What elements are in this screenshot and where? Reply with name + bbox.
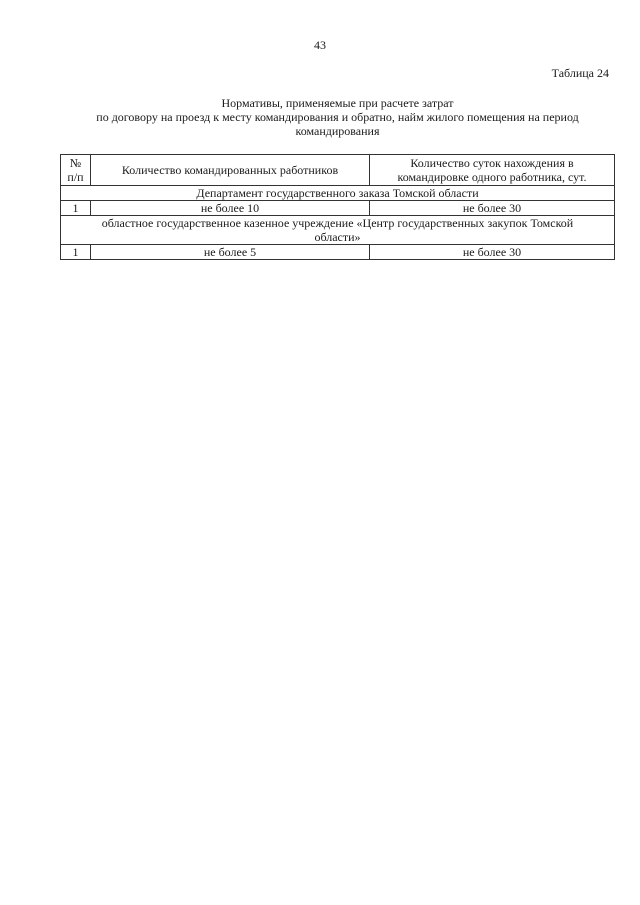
page-number: 43	[314, 38, 326, 52]
document-title	[60, 96, 615, 138]
header-number	[61, 155, 91, 186]
row-days: не более 30	[370, 245, 615, 260]
section-org-name	[61, 216, 615, 245]
section-org-name: Департамент государственного заказа Томской области	[61, 186, 615, 201]
section-org-line-1: областное государственное казенное учреждение «Центр государственных закупок Томской	[101, 216, 574, 230]
section-header-row	[61, 216, 615, 245]
header-number-line-1: №	[69, 156, 82, 170]
table-header-row	[61, 155, 615, 186]
row-number: 1	[61, 245, 91, 260]
header-days-line-1: Количество суток нахождения в	[410, 156, 574, 170]
header-days	[370, 155, 615, 186]
section-header-row	[61, 186, 615, 201]
row-days: не более 30	[370, 201, 615, 216]
section-org-line-2: области»	[314, 230, 361, 244]
title-line-1: Нормативы, применяемые при расчете затрат	[221, 96, 454, 110]
header-days-line-2: командировке одного работника, сут.	[397, 170, 587, 184]
row-workers: не более 10	[91, 201, 370, 216]
header-workers: Количество командированных работников	[91, 155, 370, 186]
norms-table	[60, 154, 615, 260]
row-number: 1	[61, 201, 91, 216]
table-row	[61, 245, 615, 260]
header-number-line-2: п/п	[67, 170, 84, 184]
title-line-2: по договору на проезд к месту командирования и обратно, найм жилого помещения на период	[96, 110, 579, 124]
title-line-3: командирования	[295, 124, 380, 138]
row-workers: не более 5	[91, 245, 370, 260]
table-label: Таблица 24	[551, 66, 609, 80]
table-row	[61, 201, 615, 216]
